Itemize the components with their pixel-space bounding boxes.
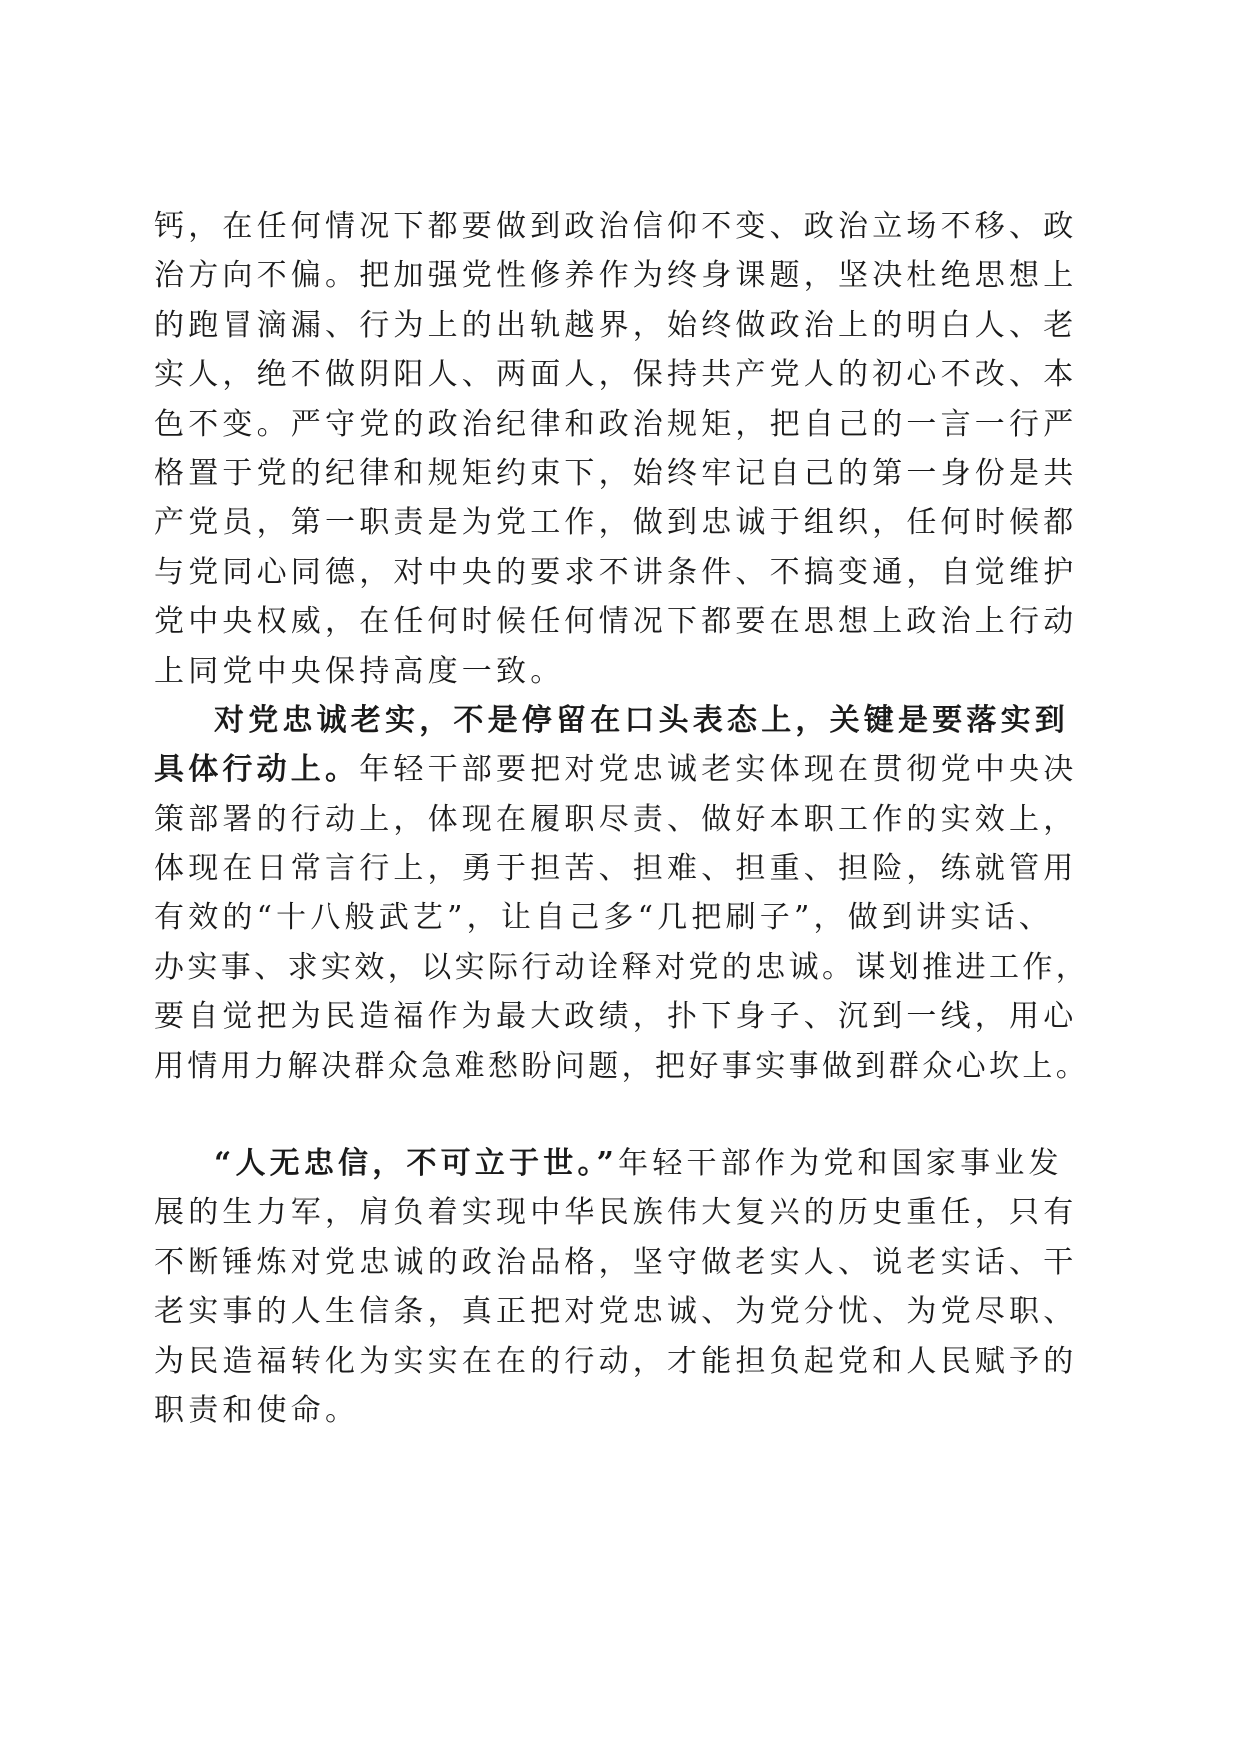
paragraph-concrete-action [154, 696, 1094, 1091]
paragraph-political-integrity [154, 202, 1094, 696]
text-line: 治方向不偏。把加强党性修养作为终身课题，坚决杜绝思想上 [154, 258, 1078, 294]
text-line: 实人，绝不做阴阳人、两面人，保持共产党人的初心不改、本 [154, 357, 1078, 393]
text-line: 的跑冒滴漏、行为上的出轨越界，始终做政治上的明白人、老 [154, 307, 1078, 343]
text-line: 不断锤炼对党忠诚的政治品格，坚守做老实人、说老实话、干 [154, 1244, 1078, 1280]
text-line: 展的生力军，肩负着实现中华民族伟大复兴的历史重任，只有 [154, 1195, 1078, 1231]
text-line: 办实事、求实效，以实际行动诠释对党的忠诚。谋划推进工作， [154, 949, 1090, 985]
paragraph-spacer [154, 1091, 1094, 1139]
document-body [154, 202, 1094, 1435]
text-line: 上同党中央保持高度一致。 [154, 653, 565, 689]
quote-heading: “人无忠信，不可立于世。” [214, 1146, 619, 1182]
text-line: 产党员，第一职责是为党工作，做到忠诚于组织，任何时候都 [154, 505, 1078, 541]
text-line: 格置于党的纪律和规矩约束下，始终牢记自己的第一身份是共 [154, 455, 1078, 491]
text-line: 要自觉把为民造福作为最大政绩，扑下身子、沉到一线，用心 [154, 999, 1078, 1035]
text-line: 策部署的行动上，体现在履职尽责、做好本职工作的实效上， [154, 801, 1078, 837]
text-line: 有效的“十八般武艺”，让自己多“几把刷子”，做到讲实话、 [154, 900, 1053, 936]
text-line [154, 745, 1094, 794]
text-line: 用情用力解决群众急难愁盼问题，把好事实事做到群众心坎上。 [154, 1048, 1090, 1084]
text-run: 年轻干部要把对党忠诚老实体现在贯彻党中央决 [359, 752, 1078, 788]
text-line [154, 1139, 1094, 1188]
text-line: 色不变。严守党的政治纪律和政治规矩，把自己的一言一行严 [154, 406, 1078, 442]
text-line: 党中央权威，在任何时候任何情况下都要在思想上政治上行动 [154, 604, 1078, 640]
paragraph-heading-end: 具体行动上。 [154, 752, 360, 788]
text-line: 老实事的人生信条，真正把对党忠诚、为党分忧、为党尽职、 [154, 1294, 1078, 1330]
text-line: 职责和使命。 [154, 1392, 360, 1428]
text-run: 年轻干部作为党和国家事业发 [618, 1146, 1063, 1182]
text-line: 与党同心同德，对中央的要求不讲条件、不搞变通，自觉维护 [154, 554, 1078, 590]
text-line: 为民造福转化为实实在在的行动，才能担负起党和人民赋予的 [154, 1343, 1078, 1379]
paragraph-conclusion [154, 1139, 1094, 1435]
text-line: 钙，在任何情况下都要做到政治信仰不变、政治立场不移、政 [154, 209, 1078, 244]
text-line: 体现在日常言行上，勇于担苦、担难、担重、担险，练就管用 [154, 851, 1078, 887]
paragraph-heading-line: 对党忠诚老实，不是停留在口头表态上，关键是要落实到 [214, 702, 1069, 738]
